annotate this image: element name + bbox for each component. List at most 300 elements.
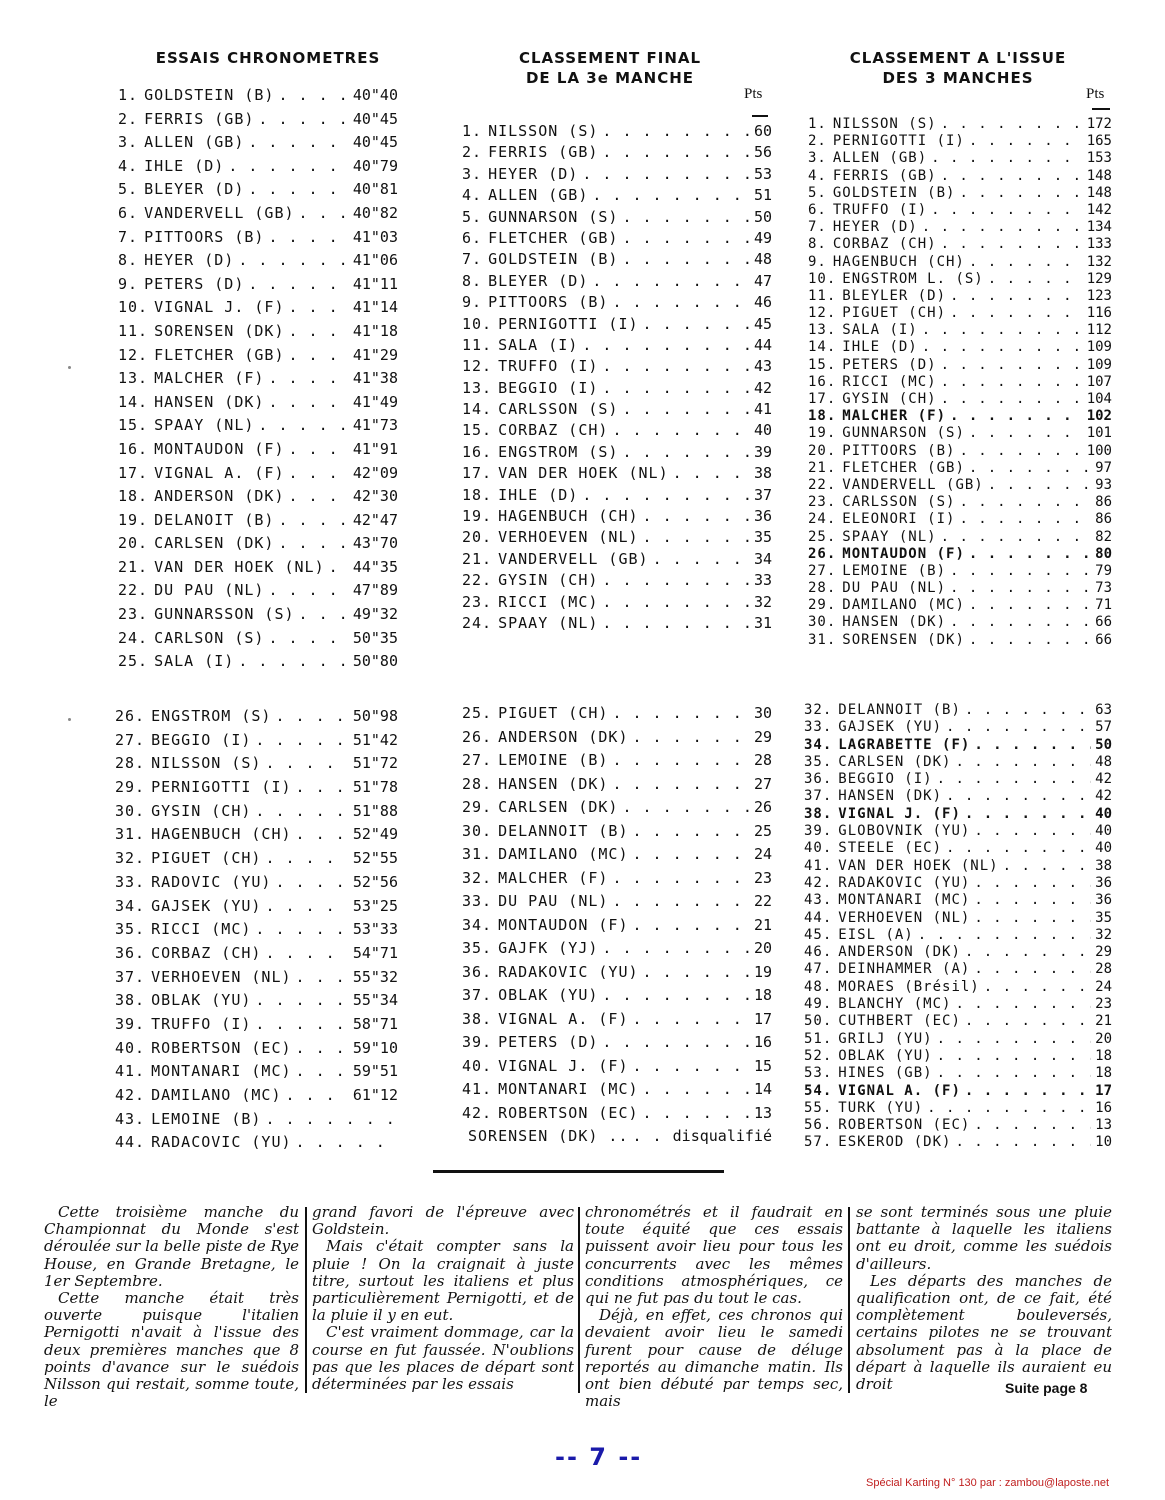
driver-name: BEGGIO (I)	[838, 771, 933, 788]
rank: 38.	[804, 805, 833, 822]
leader-dots	[622, 400, 749, 418]
speck-mark	[68, 718, 71, 721]
footer-credit: Spécial Karting N° 130 par : zambou@laposte.net	[866, 1477, 1110, 1489]
table-row	[118, 416, 398, 440]
driver-name: PIGUET (CH)	[151, 849, 262, 868]
leader-dots	[633, 728, 750, 746]
driver-name: PITTOORS (B)	[144, 227, 265, 246]
rank: 23.	[118, 605, 149, 624]
result-value: 15	[753, 1056, 772, 1075]
result-value: 42"47	[352, 510, 398, 529]
result-value: 40"40	[352, 86, 398, 104]
table-row	[808, 168, 1112, 185]
result-value: 25	[753, 821, 772, 840]
driver-name: MONTAUDON (F)	[498, 915, 629, 934]
table-row	[808, 546, 1112, 563]
result-value: 59"10	[352, 1038, 398, 1057]
rank: 53.	[804, 1065, 833, 1082]
driver-name: MONTANARI (MC)	[838, 892, 971, 909]
driver-name: RICCI (MC)	[842, 373, 937, 390]
rank: 6.	[808, 201, 827, 218]
table-row	[462, 1010, 772, 1034]
leader-dots	[592, 186, 750, 204]
table-row	[804, 1100, 1112, 1117]
classement-table-bottom	[804, 702, 1112, 1152]
table-row	[462, 1033, 772, 1057]
leader-dots	[612, 704, 750, 722]
driver-name: NILSSON (S)	[832, 116, 937, 132]
driver-name: DELANNOIT (B)	[838, 702, 961, 718]
table-row	[804, 927, 1112, 944]
driver-name: SPAAY (NL)	[154, 416, 255, 435]
driver-name: DAMILANO (MC)	[842, 597, 965, 614]
driver-name: GUNNARSON (S)	[488, 207, 619, 226]
table-row	[115, 849, 398, 873]
driver-name: FERRIS (GB)	[488, 143, 599, 162]
table-row	[462, 751, 772, 775]
leader-dots	[974, 1117, 1091, 1133]
table-row	[462, 963, 772, 987]
table-row	[808, 477, 1112, 494]
result-value: 36	[753, 507, 772, 526]
leader-dots	[969, 425, 1083, 441]
driver-name: ANDERSON (DK)	[498, 727, 629, 746]
leader-dots	[959, 185, 1082, 201]
rank: 12.	[118, 345, 149, 364]
table-row	[808, 133, 1112, 150]
leader-dots	[622, 443, 749, 461]
rank: 26.	[115, 707, 146, 725]
driver-name: GAJSEK (YU)	[151, 896, 262, 915]
rank: 29.	[808, 597, 837, 614]
table-row	[804, 754, 1112, 771]
table-row	[115, 1015, 398, 1039]
table-row	[462, 486, 772, 507]
driver-name: HAGENBUCH (CH)	[151, 825, 292, 844]
driver-name: STEELE (EC)	[838, 840, 943, 857]
result-value: 132	[1086, 253, 1112, 270]
result-value: 172	[1086, 116, 1112, 132]
table-row	[804, 702, 1112, 719]
article-paragraph: Les départs des manches de qualification ont, de ce fait, été complètement bouleversés, certains pilotes ne se trouvant absolument pas à la place de départ à laquelle ils auraient eu droit	[856, 1271, 1112, 1394]
result-value: 51"72	[352, 754, 398, 773]
article-column-1	[44, 1204, 299, 1410]
result-value: 17	[1095, 1082, 1112, 1099]
result-value: 44"35	[352, 557, 398, 576]
driver-name: ANDERSON (DK)	[154, 487, 285, 506]
result-value: 55"34	[352, 991, 398, 1010]
leader-dots	[643, 507, 750, 525]
result-value: 54"71	[352, 943, 398, 962]
result-value: 41"29	[352, 345, 398, 364]
result-value: 40"82	[352, 203, 398, 222]
article-paragraph: grand favori de l'épreuve avec Goldstein.	[312, 1203, 574, 1239]
leader-dots	[265, 897, 348, 915]
result-value: 41"06	[352, 251, 398, 270]
result-value: 42"30	[352, 487, 398, 506]
result-value: 35	[1095, 909, 1112, 926]
leader-dots	[602, 939, 750, 957]
result-value: 40	[1095, 823, 1112, 840]
result-value: 86	[1095, 494, 1112, 511]
driver-name: GUNNARSSON (S)	[154, 605, 295, 624]
result-value: 16	[753, 1033, 772, 1051]
leader-dots	[289, 464, 349, 482]
result-value: 23	[753, 868, 772, 887]
result-value: 22	[753, 892, 772, 910]
driver-name: VAN DER HOEK (NL)	[498, 464, 669, 483]
rank: 42.	[115, 1086, 146, 1104]
result-value: 148	[1086, 167, 1112, 184]
table-row	[804, 858, 1112, 875]
table-row	[118, 369, 398, 393]
leader-dots	[974, 875, 1091, 891]
rank: 20.	[462, 528, 493, 547]
driver-name: VANDERVELL (GB)	[144, 203, 295, 222]
leader-dots	[296, 778, 349, 796]
rank: 46.	[804, 944, 833, 961]
table-row	[115, 991, 398, 1015]
table-row	[115, 1062, 398, 1086]
leader-dots	[643, 1104, 750, 1122]
table-row	[804, 996, 1112, 1013]
table-row	[808, 597, 1112, 614]
result-value: 165	[1086, 133, 1112, 150]
driver-name: GAJFK (YJ)	[498, 939, 599, 957]
table-row	[804, 1117, 1112, 1134]
leader-dots	[275, 707, 348, 725]
table-row	[462, 892, 772, 916]
leader-dots	[941, 168, 1083, 184]
leader-dots	[965, 1083, 1091, 1099]
result-value: 56	[753, 143, 772, 162]
rank: 32.	[804, 702, 833, 718]
driver-name: SPAAY (NL)	[498, 613, 599, 632]
driver-name: RADAKOVIC (YU)	[838, 874, 971, 891]
leader-dots	[946, 719, 1091, 735]
essais-header: ESSAIS CHRONOMETRES	[155, 49, 381, 67]
rank: 14.	[808, 339, 837, 356]
table-row	[804, 771, 1112, 788]
driver-name: PITTOORS (B)	[488, 293, 609, 312]
driver-name: CORBAZ (CH)	[151, 943, 262, 962]
classement-pts-label: Pts	[1086, 86, 1105, 102]
rank: 30.	[808, 614, 837, 631]
driver-name: VANDERVELL (GB)	[842, 476, 984, 493]
rank: 8.	[462, 271, 483, 290]
leader-dots	[612, 775, 750, 793]
result-value: 52"55	[352, 849, 398, 868]
leader-dots	[974, 892, 1091, 908]
rank: 18.	[462, 485, 493, 504]
leader-dots	[289, 322, 349, 340]
table-row	[804, 823, 1112, 840]
result-value: 58"71	[352, 1014, 398, 1033]
driver-name: ESKEROD (DK)	[838, 1134, 952, 1151]
table-row	[808, 374, 1112, 391]
rank: 29.	[462, 798, 493, 816]
rank: 57.	[804, 1134, 833, 1151]
leader-dots	[950, 563, 1091, 579]
driver-name: VAN DER HOEK (NL)	[838, 857, 999, 874]
rank: 23.	[462, 592, 493, 611]
driver-name: LEMOINE (B)	[498, 751, 609, 769]
driver-name: RICCI (MC)	[498, 592, 599, 611]
driver-name: VIGNAL A. (F)	[838, 1082, 961, 1099]
result-value: 42	[753, 378, 772, 397]
driver-name: IHLE (D)	[842, 339, 918, 356]
leader-dots	[602, 614, 750, 632]
leader-dots	[612, 751, 750, 769]
leader-dots	[959, 443, 1082, 459]
classement-header	[808, 48, 1108, 88]
rank: 19.	[808, 425, 837, 442]
rank: 1.	[118, 86, 139, 104]
leader-dots	[937, 1031, 1092, 1047]
table-row	[462, 704, 772, 728]
driver-name: RADOVIC (YU)	[151, 872, 272, 891]
driver-name: EISL (A)	[838, 926, 914, 943]
rank: 34.	[804, 736, 833, 753]
leader-dots	[248, 133, 348, 151]
leader-dots	[265, 944, 348, 962]
result-value: 44	[753, 335, 772, 354]
rank: 23.	[808, 494, 837, 511]
result-value: 63	[1095, 702, 1112, 718]
rank: 4.	[118, 156, 139, 175]
column-divider	[305, 1207, 307, 1393]
table-row	[118, 204, 398, 228]
table-row	[804, 840, 1112, 857]
table-row	[462, 464, 772, 485]
result-value: 33	[753, 571, 772, 590]
rank: 31.	[462, 845, 493, 863]
driver-name: PERNIGOTTI (I)	[832, 133, 965, 150]
result-value: 109	[1086, 339, 1112, 356]
table-row	[118, 251, 398, 275]
rank: 1.	[462, 122, 483, 140]
result-value: 49"32	[352, 605, 398, 624]
driver-name: SORENSEN (DK) ..	[468, 1127, 629, 1145]
rank: 17.	[118, 463, 149, 482]
leader-dots	[643, 315, 750, 333]
rank: 8.	[808, 236, 827, 253]
result-value: 43"70	[352, 534, 398, 553]
result-value: 153	[1086, 150, 1112, 167]
driver-name: RADACOVIC (YU)	[151, 1133, 292, 1152]
rank: 35.	[804, 753, 833, 770]
rank: 38.	[115, 991, 146, 1010]
result-value: 51"42	[352, 730, 398, 749]
leader-dots	[965, 944, 1091, 960]
leader-dots	[969, 597, 1091, 613]
rank: 8.	[118, 251, 139, 270]
driver-name: PIGUET (CH)	[498, 704, 609, 722]
leader-dots	[633, 916, 750, 934]
leader-dots	[950, 288, 1083, 304]
rank: 41.	[115, 1062, 146, 1081]
driver-name: ANDERSON (DK)	[838, 944, 961, 961]
leader-dots	[931, 202, 1083, 218]
driver-name: VANDERVELL (GB)	[498, 549, 649, 568]
rank: 44.	[115, 1133, 146, 1152]
manche-pts-rule	[752, 115, 768, 117]
driver-name: BEGGIO (I)	[498, 378, 599, 397]
leader-dots	[296, 1133, 394, 1151]
driver-name: VIGNAL J. (F)	[498, 1056, 629, 1075]
leader-dots	[974, 823, 1091, 839]
article-column-2	[312, 1204, 574, 1393]
leader-dots	[643, 528, 750, 546]
leader-dots	[988, 477, 1091, 493]
result-value: 41"49	[352, 392, 398, 411]
result-value: 42	[1095, 788, 1112, 805]
leader-dots	[299, 605, 349, 623]
table-row	[462, 593, 772, 614]
leader-dots	[612, 293, 750, 311]
table-row	[808, 254, 1112, 271]
result-value: 101	[1086, 425, 1112, 442]
table-row	[118, 228, 398, 252]
rank: 16.	[462, 442, 493, 461]
rank: 10.	[808, 270, 837, 287]
leader-dots	[959, 494, 1091, 510]
table-row	[462, 186, 772, 207]
leader-dots	[268, 228, 348, 246]
leader-dots	[941, 236, 1083, 252]
rank: 20.	[118, 534, 149, 553]
leader-dots	[602, 379, 750, 397]
leader-dots	[268, 369, 348, 387]
table-row	[462, 122, 772, 143]
result-value: 29	[753, 727, 772, 746]
leader-dots	[955, 996, 1091, 1012]
result-value: 107	[1086, 373, 1112, 390]
leader-dots	[922, 219, 1083, 235]
result-value: 40"79	[352, 156, 398, 175]
table-row	[804, 875, 1112, 892]
rank: 11.	[118, 321, 149, 340]
result-value: 40"45	[352, 109, 398, 128]
result-value: 17	[753, 1009, 772, 1028]
leader-dots	[984, 979, 1091, 995]
driver-name: CARLSEN (DK)	[154, 534, 275, 553]
driver-name: GLOBOVNIK (YU)	[838, 823, 971, 840]
result-value: 23	[1095, 996, 1112, 1013]
result-value: 29	[1095, 944, 1112, 961]
driver-name: MALCHER (F)	[842, 408, 947, 425]
table-row	[804, 1031, 1112, 1048]
table-row	[808, 443, 1112, 460]
table-row	[808, 460, 1112, 477]
driver-name: ENGSTROM (S)	[498, 442, 619, 461]
table-row	[808, 288, 1112, 305]
result-value: 36	[1095, 892, 1112, 909]
result-value: 41"03	[352, 227, 398, 246]
table-row	[462, 939, 772, 963]
result-value: 41"11	[352, 274, 398, 293]
rank: 35.	[115, 920, 146, 939]
rank: 3.	[808, 150, 827, 167]
leader-dots	[673, 464, 750, 482]
table-row	[808, 408, 1112, 425]
rank: 32.	[462, 868, 493, 887]
leader-dots	[612, 421, 750, 439]
driver-name: VIGNAL J. (F)	[154, 298, 285, 317]
leader-dots	[612, 892, 750, 910]
table-row	[804, 910, 1112, 927]
rank: 38.	[462, 1009, 493, 1028]
rank: 5.	[118, 180, 139, 199]
leader-dots	[275, 873, 348, 891]
rank: 13.	[118, 369, 149, 388]
result-value: 53	[753, 164, 772, 183]
leader-dots	[602, 357, 750, 375]
driver-name: HEYER (D)	[144, 251, 235, 270]
classement-header-line1: CLASSEMENT A L'ISSUE	[849, 49, 1067, 67]
driver-name: CARLSSON (S)	[498, 400, 619, 419]
rank: 18.	[118, 487, 149, 506]
table-row	[808, 339, 1112, 356]
table-row	[115, 825, 398, 849]
driver-name: ROBERTSON (EC)	[151, 1038, 292, 1057]
leader-dots	[278, 511, 348, 529]
result-value: 31	[753, 613, 772, 632]
result-value: 20	[753, 939, 772, 957]
result-value: 116	[1086, 305, 1112, 322]
result-value: 49	[753, 228, 772, 247]
column-divider	[578, 1207, 580, 1393]
leader-dots	[974, 910, 1091, 926]
leader-dots	[937, 1065, 1092, 1081]
rank: 31.	[115, 825, 146, 844]
rank: 25.	[462, 704, 493, 722]
table-row	[462, 336, 772, 357]
rank: 24.	[118, 628, 149, 647]
result-value: 133	[1086, 236, 1112, 253]
result-value: 123	[1086, 287, 1112, 304]
driver-name: PITTOORS (B)	[842, 442, 956, 459]
rank: 20.	[808, 442, 837, 459]
rank: 17.	[462, 464, 493, 483]
manche-table-bottom	[462, 704, 772, 1151]
leader-dots	[258, 110, 348, 128]
driver-name: IHLE (D)	[498, 485, 579, 504]
leader-dots	[248, 275, 348, 293]
driver-name: MONTAUDON (F)	[842, 545, 965, 562]
leader-dots	[289, 487, 349, 505]
rank: 26.	[462, 727, 493, 746]
table-row	[462, 528, 772, 549]
table-row	[462, 1104, 772, 1128]
table-row	[115, 707, 398, 731]
table-row	[118, 86, 398, 110]
table-row	[804, 1065, 1112, 1082]
rank: 6.	[118, 203, 139, 222]
leader-dots	[950, 305, 1083, 321]
leader-dots	[296, 1062, 349, 1080]
rank: 36.	[804, 771, 833, 788]
result-value: 66	[1095, 631, 1112, 648]
result-value: 134	[1086, 219, 1112, 236]
leader-dots	[643, 1080, 750, 1098]
result-value: 109	[1086, 356, 1112, 373]
result-value: 30	[753, 704, 772, 722]
result-value: 104	[1086, 391, 1112, 407]
result-value: 73	[1095, 580, 1112, 597]
result-value: 41"14	[352, 298, 398, 317]
driver-name: SPAAY (NL)	[842, 528, 937, 545]
